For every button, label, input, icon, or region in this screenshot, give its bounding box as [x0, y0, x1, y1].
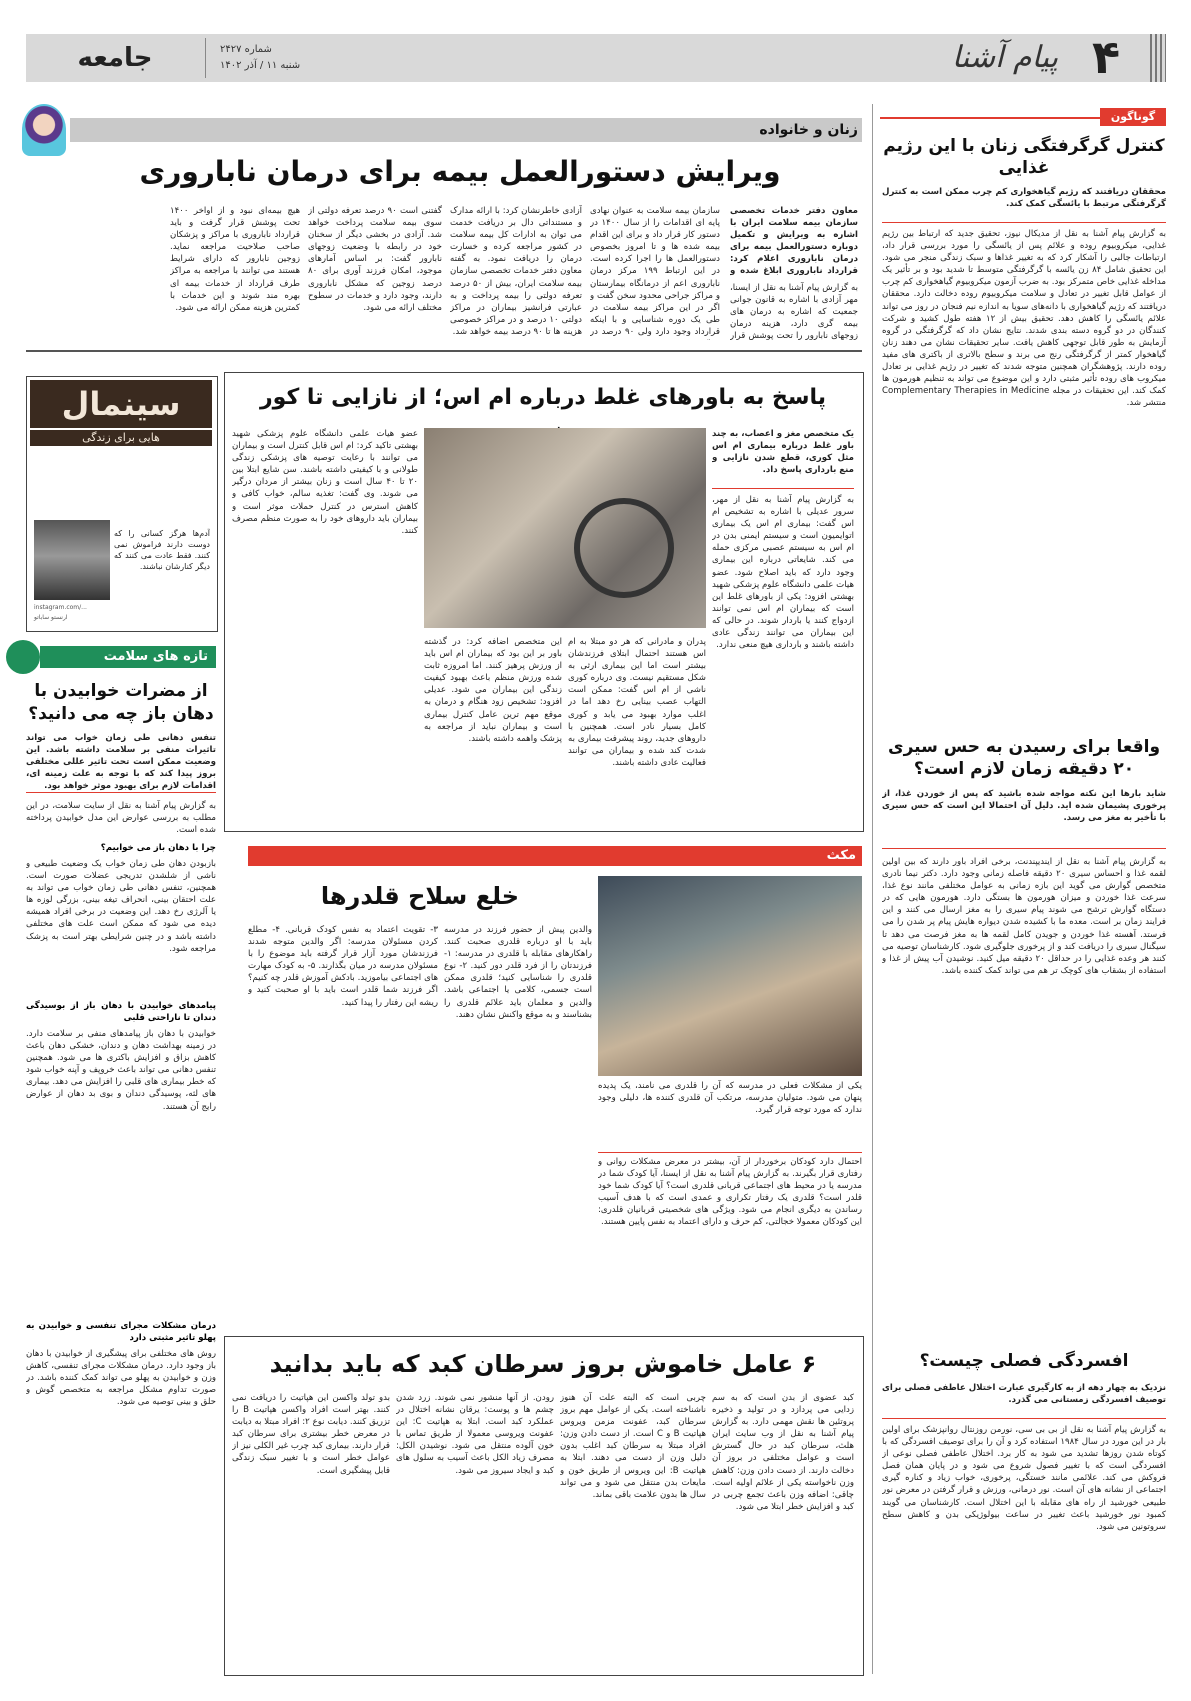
ms-col2: پدران و مادرانی که هر دو مبتلا به ام اس هستند احتمال ابتلای فرزندشان بیشتر است اما این بیماری ارثی به شکل مستقیم نیست. وی درباره کوری ناشی از ام اس گفت: ممکن است التهاب عصب بینایی رخ دهد اما در اغلب موارد بهبود می یابد و کوری کامل بسیار نادر است. همچنین با داروهای جدید، روند پیشرفت بیماری به شدت کند شده و بیماران می توانند فعالیت عادی داشته باشند.: [568, 637, 706, 768]
seasonal-depression-lead: نزدیک به چهار دهه از به کارگیری عبارت اختلال عاطفی فصلی برای توصیف افسردگی زمستانی می گذرد.: [882, 1382, 1166, 1419]
cinema-logo: سینمال: [30, 380, 212, 428]
satiety-lead: شاید بارها این نکته مواجه شده باشید که پس از خوردن غذا، از پرخوری پشیمان شده اید. دلیل آن احتمالا این است که حس سیری با تأخیر به مغز می رسد.: [882, 788, 1166, 849]
mouth-breathing-p2: بازبودن دهان طی زمان خواب یک وضعیت طبیعی و ناشی از شلشدن تدریجی عضلات صورت است. همچنین، تنفس دهانی طی زمان خواب می تواند به علت احتقان بینی، انحراف تیغه بینی، بزرگی لوزه ها یا آلرژی رخ دهد. این وضعیت در برخی افراد همیشه دیده می شود که ممکن است علت های مختلفی داشته باشد و در چنین شرایطی بهتر است به پزشک مراجعه شود.: [26, 859, 216, 954]
ms-headline: پاسخ به باورهای غلط درباره ام اس؛ از نازایی تا کور: [259, 385, 827, 410]
mouth-breathing-lead: تنفس دهانی طی زمان خواب می تواند تاثیرات منفی بر سلامت داشته باشد. این وضعیت ممکن است تحت تاثیر عللی مختلفی بروز پیدا کند که با توجه به علت زمینه ای، اقدامات لازم برای بهبود موثر خواهد بود.: [26, 733, 216, 792]
cancer-col1: کبد عضوی از بدن است که به سم زدایی می پردازد و در تولید و ذخیره پروتئین ها نقش مهمی دارد. به گزارش پیام آشنا به نقل از وب سایت ایران هلث، سرطان کبد در حال گسترش است و عوامل مختلفی در بروز آن دخالت دارند. از دست دادن وزن: کاهش وزن ناخواسته یکی از علائم اولیه است. چاقی: اضافه وزن باعث تجمع چربی در کبد و افزایش خطر ابتلا می شود.: [712, 1393, 854, 1512]
wheelchair-photo: [424, 428, 706, 628]
ms-lead: یک متخصص مغز و اعصاب، به چند باور غلط درباره بیماری ام اس مثل کوری، قطع شدن نازایی و منع بارداری پاسخ داد.: [712, 428, 854, 489]
hot-flash-title: کنترل گرگرفتگی زنان با این رژیم غذایی: [883, 136, 1165, 178]
fertility-col3: آزادی خاطرنشان کرد: با ارائه مدارک و مستنداتی دال بر دریافت خدمت می توان به ادارات کل بیمه سلامت در کشور مراجعه کرده و خسارت درمان را دریافت نمود. به گفته معاون دفتر خدمات تخصصی سازمان بیمه سلامت ایران، بیش از ۵۰ درصد تعرفه دولتی را بیمه پرداخت و به عبارتی فرانشیز بیماران در مراکز دولتی ۱۰ درصد و در مراکز خصوصی هزینه ها تا ۹۰ درصد بیمه خواهد شد.: [450, 206, 582, 337]
mouth-breathing-title: از مضرات خوابیدن با دهان باز چه می دانید؟: [28, 681, 214, 724]
fertility-col2: سازمان بیمه سلامت به عنوان نهادی پایه ای اقدامات را از سال ۱۴۰۰ در دستور کار قرار داد و برای این اقدام بیمه شده ها و تا امروز بخصوص دستورالعمل ها را اجرا کرده است. در این ارتباط ۱۹۹ مرکز درمان ناباروری اعم از درمانگاه بیمارستان و مراکز جراحی محدود سخن گفت و اگر در این مراکز بیمه سلامت در طی یک دوره شناسایی و با اینکه قرارداد وجود دارد ولی ۹۰ درصد در: [590, 206, 720, 337]
misc-tag-rule: [880, 117, 1100, 119]
cinema-portrait: [34, 520, 110, 600]
fertility-lead: معاون دفتر خدمات تخصصی سازمان بیمه سلامت ایران با اشاره به ویرایش و تکمیل دوباره دستورالعمل بیمه برای درمان ناباروری اعلام کرد: قرارداد ناباروری ابلاغ شده و: [730, 206, 858, 277]
pause-bar: [248, 846, 862, 866]
masthead-stripes: [1150, 34, 1166, 82]
mouth-breathing-h1: چرا با دهان باز می خوابیم؟: [100, 843, 216, 853]
bullying-photo: [598, 876, 862, 1076]
hot-flash-lead: محققان دریافتند که رژیم گیاهخواری کم چرب ممکن است به کنترل گرگرفتگی مرتبط با یائسگی کمک کند.: [882, 186, 1166, 223]
wheelchair-wheel-icon: [574, 498, 674, 598]
health-tag: تازه های سلامت: [40, 646, 216, 668]
fertility-col4: گفتنی است ۹۰ درصد تعرفه دولتی از سوی بیمه سلامت پرداخت خواهد شد. آزادی در بخشی دیگر از سخنان خود در رابطه با وضعیت زوجهای نابارور گفت: بر اساس آمارهای موجود، امکان فرزند آوری برای ۸۰ درصد زوجین که مشکل ناباروری دارند، وجود دارد و خدمات در سطوح مختلف ارائه می شود.: [308, 206, 442, 313]
section-title: جامعه: [77, 43, 153, 73]
bullying-caption: یکی از مشکلات فعلی در مدرسه که آن را قلدری می نامند، یک پدیده پنهان می شود. متولیان مدرسه، مرتکب آن قلدری کننده ها، دلیلی وجود ندارد که مورد توجه قرار گیرد.: [598, 1080, 862, 1153]
hot-flash-body: به گزارش پیام آشنا به نقل از مدیکال نیوز، تحقیق جدید که ارتباط بین رژیم غذایی، میکروبیوم روده و علائم پس از یائسگی را مورد بررسی قرار داد، ارتباطات جالبی را آشکار کرد که به تغییر غذاها و سبک زندگی منجر می شود. این تحقیق شامل ۸۴ زن یائسه با گرگرفتگی متوسط تا شدید بود و بر تأثیر یک مداخله غذایی خاص متمرکز بود. به ضرب آزمون میکروبیوم گیاهخواری کم چرب از عوامل قابل تغییر در تعادل و سلامت میکروبیوم روده دخالت دارد. محققان دریافتند که رژیم گیاهخواری با دانه‌های سویا به اندازه نیم فنجان در روز می تواند علائم یائسگی را کاهش دهد. تحقیق بیش از ۱۲ هفته طول کشید و شرکت کنندگان در دو گروه دسته بندی شدند. نتایج نشان داد که گرگرفتگی در گروه آزمایش به طور قابل توجهی کاهش یافت. سایر تحقیقات نشان می دهند زنان گیاهخوار کمتر از گرگرفتگی رنج می برند و سطح بالاتری از باکتری های مفید روده دارند. پژوهشگران همچنین متوجه شدند که تغییر در رژیم غذایی بر تعادل میکروب های روده تأثیر مثبتی دارد و این موضوع می تواند به تنظیم هورمون ها کمک کند. این تحقیقات در مجله Complementary Therapies in Medicine منتشر شد.: [882, 229, 1166, 409]
mouth-breathing-p4: روش های مختلفی برای پیشگیری از خوابیدن با دهان باز وجود دارد. درمان مشکلات مجرای تنفسی، کاهش وزن و خوابیدن به پهلو می تواند کمک کننده باشد. در صورت تداوم مشکل مراجعه به متخصص گوش و حلق و بینی توصیه می شود.: [26, 1349, 216, 1408]
mouth-breathing-p1: به گزارش پیام آشنا به نقل از سایت سلامت، در این مطلب به بررسی عوارض این مدل خوابیدن پرداخته شده است.: [26, 801, 216, 836]
ms-col1: به گزارش پیام آشنا به نقل از مهر، سرور عدیلی با اشاره به تشخیص ام اس گفت: بیماری ام اس یک بیماری اتوایمیون است و سیستم ایمنی بدن در ام اس به سیستم عصبی مرکزی حمله می کند. شایعاتی درباره این بیماری وجود دارد که باید اصلاح شود. عضو هیات علمی دانشگاه علوم پزشکی شهید بهشتی افزود: یکی از باورهای غلط این است که بیماران ام اس نمی توانند ازدواج کنند یا باردار شوند. در حالی که این بیماران می توانند زندگی عادی داشته باشند و بارداری هیچ منعی ندارد.: [712, 495, 854, 651]
masthead-divider: [205, 38, 206, 78]
misc-tag: گوناگون: [1100, 108, 1166, 126]
cinema-handle[interactable]: instagram.com/...: [34, 604, 87, 611]
cancer-col4: بدو تولد واکسن این هپاتیت را دریافت نمی کنند. بهتر است افراد واکسن هپاتیت B را تزریق کنند. دیابت نوع ۲: افراد مبتلا به دیابت در معرض خطر بیشتری برای سرطان کبد قرار دارند. بیماری کبد چرب غیر الکلی نیز از عوامل خطر است و با تغییر سبک زندگی قابل پیشگیری است.: [232, 1393, 390, 1476]
bullying-col2: والدین پیش از حضور فرزند در مدرسه باید با او درباره قلدری صحبت کنند. راهکارهای مقابله با قلدری در مدرسه: ۱- فرزندتان را از فرد قلدر دور کنید. ۲- نوع قلدری را شناسایی کنید؛ قلدری ممکن است جسمی، کلامی یا اجتماعی باشد. والدین و معلمان باید علائم قلدری را بشناسند و به موقع واکنش نشان دهند.: [444, 925, 592, 1020]
page-number: ۴: [1091, 30, 1121, 84]
seasonal-depression-body: به گزارش پیام آشنا به نقل از بی بی سی، نورمن روزنتال روانپزشک برای اولین بار در این مورد در سال ۱۹۸۴ استفاده کرد و آن را برای توصیف افسردگی که با کوتاه شدن روزها تشدید می شود به کار برد. اختلال عاطفی فصلی نوعی از افسردگی است که با تغییر فصول شروع می شود و در پایان همان فصل فروکش می کند. علائمی مانند خستگی، پرخوری، خواب زیاد و کناره گیری اجتماعی از نشانه های آن است. نور درمانی، ورزش و قرار گرفتن در معرض نور طبیعی خورشید از راه های مقابله با این اختلال است. کارشناسان می گویند کمبود نور خورشید باعث تغییر در ساعت بیولوژیکی بدن و کاهش سطح سروتونین می شود.: [882, 1425, 1166, 1532]
cinema-logo-sub: هایی برای زندگی: [30, 430, 212, 446]
ms-col3: این متخصص اضافه کرد: در گذشته باور بر این بود که بیماران ام اس باید از ورزش پرهیز کنند. اما امروزه ثابت شده ورزش منظم باعث بهبود کیفیت زندگی این بیماران می شود. عدیلی افزود: تشخیص زود هنگام و درمان به موقع مهم ترین عامل کنترل بیماری است و بیماران نباید از مراجعه به پزشک واهمه داشته باشند.: [424, 637, 562, 744]
mouth-breathing-p3: خوابیدن با دهان باز پیامدهای منفی بر سلامت دارد. در زمینه بهداشت دهان و دندان، خشکی دهان باعث کاهش بزاق و افزایش باکتری ها می شود. همچنین تنفس دهانی می تواند باعث خروپف و آپنه خواب شود که خطر بیماری های قلبی را افزایش می دهد. بیماری های لثه، پوسیدگی دندان و بوی بد دهان از عوارض رایج آن هستند.: [26, 1029, 216, 1112]
satiety-body: به گزارش پیام آشنا به نقل از ایندیپندنت، برخی افراد باور دارند که بین اولین لقمه غذا و احساس سیری ۲۰ دقیقه فاصله زمانی وجود دارد. دکتر نیما نادری متخصص گوارش می گوید این بازه زمانی به عوامل مختلفی مانند نوع غذا، سرعت غذا خوردن و میزان هورمون ها بستگی دارد. هورمون هایی که در دستگاه گوارش ترشح می شوند پیام سیری را به مغز ارسال می کنند و این فرایند زمان بر است. معده ما با کشیده شدن دیواره هایش پیام پر شدن را می فرستد. آهسته غذا خوردن و جویدن کامل لقمه ها به مغز فرصت می دهد تا سیگنال سیری را دریافت کند و از پرخوری جلوگیری شود. کارشناسان توصیه می کنند هر وعده غذایی را در حداقل ۲۰ دقیقه میل کنید. نوشیدن آب پیش از غذا و استفاده از بشقاب های کوچک تر هم می تواند کمک کننده باشد.: [882, 857, 1166, 976]
hijab-icon: [22, 104, 66, 156]
satiety-title: واقعا برای رسیدن به حس سیری ۲۰ دقیقه زمان لازم است؟: [887, 737, 1161, 779]
bullying-col1: احتمال دارد کودکان برخوردار از آن، بیشتر در معرض مشکلات روانی و رفتاری قرار بگیرند. به گزارش پیام آشنا به نقل از ایسنا، آیا کودک شما در مدرسه یا در محیط های اجتماعی قربانی قلدری است؟ آیا کودک شما خود قلدر است؟ قلدری یک رفتار تکراری و عمدی است که با هدف آسیب رساندن به دیگری انجام می شود. ویژگی های شخصیتی قربانیان قلدری: این کودکان معمولا خجالتی، کم حرف و دارای اعتماد به نفس پایین هستند.: [598, 1157, 862, 1228]
mouth-breathing-h2: پیامدهای خوابیدن با دهان باز از بوسیدگی دندان تا ناراحتی قلبی: [26, 1001, 216, 1024]
health-icon: [6, 640, 40, 674]
ms-col4: عضو هیات علمی دانشگاه علوم پزشکی شهید بهشتی تاکید کرد: ام اس قابل کنترل است و بیماران می توانند با رعایت توصیه های پزشکی زندگی طولانی و با کیفیتی داشته باشند. سن شایع ابتلا بین ۲۰ تا ۴۰ سال است و زنان بیشتر از مردان درگیر می شوند. وی گفت: تغذیه سالم، خواب کافی و کاهش استرس در کنترل حملات موثر است و بیماران باید داروهای خود را به صورت منظم مصرف کنند.: [232, 429, 418, 536]
issue-number: شماره ۲۴۲۷: [220, 44, 272, 55]
issue-date: شنبه ۱۱ / آذر ۱۴۰۲: [220, 60, 301, 71]
pause-label: مکث: [826, 848, 856, 863]
fertility-col5: هیچ بیمه‌ای نبود و از اواخر ۱۴۰۰ تحت پوشش قرار گرفت و باید قرارداد ناباروری با مراکز و پزشکان صاحب صلاحیت مراجعه نماید. زوجین نابارور که دارای شرایط هستند می توانند با مراجعه به مراکز طرف قرارداد از خدمات بیمه ای بهره مند شوند و این خدمات با کمترین هزینه ممکن ارائه می شود.: [170, 206, 300, 313]
cinema-caption: آدم‌ها هرگز کسانی را که دوست دارند فراموش نمی کنند. فقط عادت می کنند که دیگر کنارشان نباشند.: [114, 529, 210, 571]
cinema-credit: ارنستو ساباتو: [34, 614, 68, 621]
newspaper-logo: پیام آشنا: [951, 40, 1059, 75]
fertility-headline: ویرایش دستورالعمل بیمه برای درمان ناباروری: [139, 155, 781, 188]
bullying-col3: ۳- تقویت اعتماد به نفس کودک قربانی. ۴- مطلع کردن مسئولان مدرسه: اگر والدین متوجه شدند فرزندشان مورد آزار قرار گرفته باید موضوع را با مسئولان مدرسه در میان بگذارند. ۵- به کودک مهارت های اجتماعی بیاموزید. بادکش آموزش قلدر چه کنیم؟ اگر فرزند شما قلدر است باید با او صحبت کنید و ریشه این رفتار را پیدا کنید.: [248, 925, 438, 1008]
bullying-headline: خلع سلاح قلدرها: [320, 882, 520, 910]
fertility-col1: به گزارش پیام آشنا به نقل از ایسنا، مهر آزادی با اشاره به قانون جوانی جمعیت که اشاره به درمان های بیمه گری دارد، هزینه درمان زوجهای نابارور را تحت پوشش قرار: [730, 283, 858, 340]
seasonal-depression-title: افسردگی فصلی چیست؟: [919, 1351, 1129, 1371]
section-rule: [26, 350, 862, 352]
mouth-breathing-h3: درمان مشکلات مجرای تنفسی و خوابیدن به پهلو تاثیر مثبتی دارد: [26, 1321, 216, 1344]
cancer-col3: رودن. از آنها منشور نمی شوند. زرد شدن چشم ها و پوست: یرقان نشانه اختلال در عملکرد کبد است. ابتلا به هپاتیت C: این عفونت ویروسی معمولا از طریق تماس با خون آلوده منتقل می شود. نوشیدن الکل: مصرف زیاد الکل باعث آسیب به سلول های کبد و ایجاد سیروز می شود.: [396, 1393, 554, 1476]
cancer-col2: چربی است که البته علت آن هنوز ناشناخته است. یکی از عوامل مهم بروز سرطان کبد، عفونت مزمن ویروس هپاتیت B و C است. از دست دادن وزن: افراد مبتلا به سرطان کبد اغلب بدون دلیل وزن از دست می دهند. ابتلا به هپاتیت B: این ویروس از طریق خون و مایعات بدن منتقل می شود و می تواند سال ها بدون علامت باقی بماند.: [560, 1393, 706, 1500]
cancer-headline: ۶ عامل خاموش بروز سرطان کبد که باید بدانید: [269, 1350, 817, 1378]
sidebar-rule: [872, 104, 873, 1674]
women-family-label: زنان و خانواده: [759, 122, 858, 138]
